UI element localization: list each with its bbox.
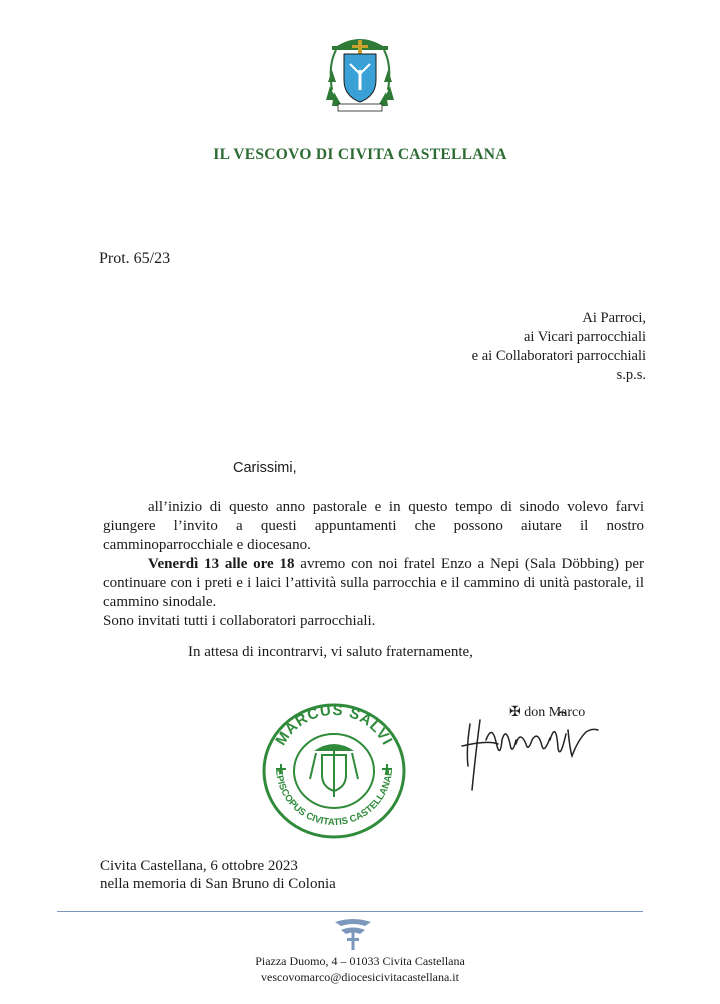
closing-line: In attesa di incontrarvi, vi saluto fraternamente,: [188, 644, 473, 660]
footer-address: Piazza Duomo, 4 – 01033 Civita Castellana: [255, 954, 465, 968]
seal-bottom-text: EPISCOPUS CIVITATIS CASTELLANAE: [272, 768, 396, 829]
place-date-line: nella memoria di San Bruno di Colonia: [100, 876, 336, 892]
event-details: avremo con noi fratel Enzo a Nepi (Sala Döbbing) per continuare con i preti e i laici l’attività sulla parrocchia e il cammino di unità pastorale, il cammino sinodale.: [103, 556, 644, 610]
place-and-date: [100, 857, 336, 893]
recipients-block: [472, 309, 646, 385]
svg-text:MARCUS SALVI: [272, 702, 396, 749]
footer-contact: [0, 953, 720, 985]
paragraph-event: [103, 555, 644, 612]
place-date-line: Civita Castellana, 6 ottobre 2023: [100, 858, 298, 874]
recipient-line: e ai Collaboratori parrocchiali: [471, 348, 646, 364]
greeting: Carissimi,: [233, 460, 297, 476]
footer-email[interactable]: vescovomarco@diocesicivitacastellana.it: [261, 970, 459, 984]
diocese-logo-icon: [333, 916, 373, 952]
recipient-line: Ai Parroci,: [582, 310, 646, 326]
letterhead-title: IL VESCOVO DI CIVITA CASTELLANA: [213, 146, 507, 163]
footer-divider: [57, 911, 643, 912]
episcopal-coat-of-arms-icon: [320, 30, 400, 114]
episcopal-seal-icon: [258, 701, 410, 841]
letter-body: [103, 498, 644, 631]
recipient-line: ai Vicari parrocchiali: [523, 329, 646, 345]
seal-top-text: MARCUS SALVI: [272, 701, 396, 749]
protocol-number: Prot. 65/23: [99, 250, 171, 267]
paragraph-invited: Sono invitati tutti i collaboratori parrocchiali.: [103, 613, 376, 629]
signer-name: ✠ don Marco: [509, 705, 586, 720]
paragraph-invitation: all’inizio di questo anno pastorale e in questo tempo di sinodo volevo farvi giungere l’invito a questi appuntamenti che possono aiutare il nostro camminoparrocchiale e diocesano.: [103, 499, 644, 553]
recipient-line: s.p.s.: [616, 367, 646, 383]
event-datetime: Venerdì 13 alle ore 18: [148, 556, 295, 572]
